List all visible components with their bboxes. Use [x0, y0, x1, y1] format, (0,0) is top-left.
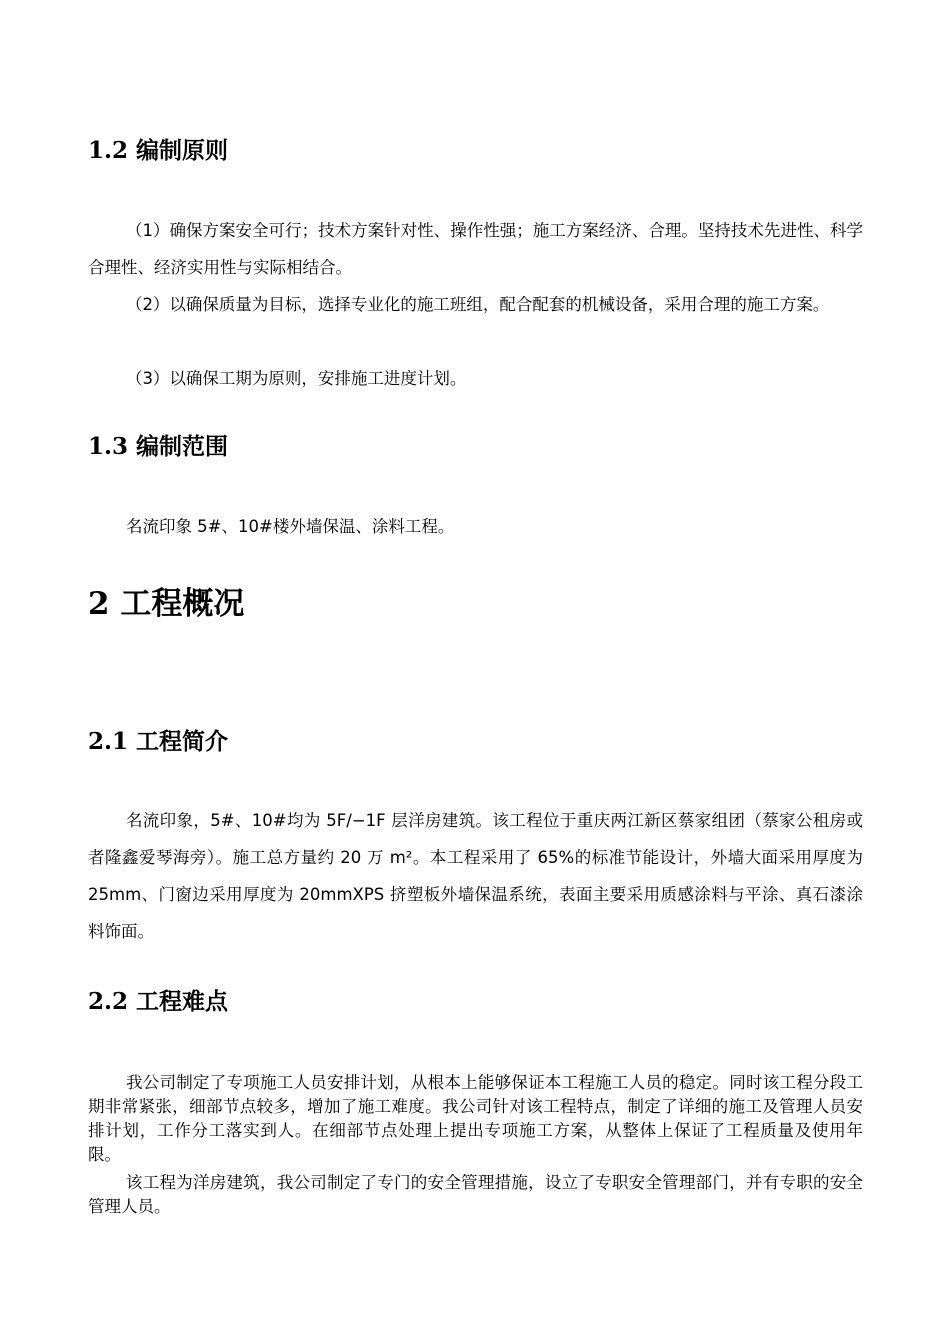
- section-heading-2-1: 2.1 工程简介: [88, 728, 229, 755]
- chapter-heading-2: 2 工程概况: [88, 586, 245, 622]
- project-intro-text: 名流印象，5#、10#均为 5F/−1F 层洋房建筑。该工程位于重庆两江新区蔡家组团（蔡家公租房或者隆鑫爱琴海旁）。施工总方量约 20 万 m²。本工程采用了 65%的标准节能设计，外墙大面采用厚度为 25mm、门窗边采用厚度为 20mmXPS 挤塑板外墙保温系统，表面主要采用质感涂料与平涂、真石漆涂料饰面。: [88, 811, 863, 941]
- section-heading-1-3: 1.3 编制范围: [88, 433, 229, 460]
- scope-text: 名流印象 5#、10#楼外墙保温、涂料工程。: [125, 517, 455, 536]
- principle-item-3: （3）以确保工期为原则，安排施工进度计划。: [125, 369, 467, 388]
- difficulty-paragraph-2: 该工程为洋房建筑，我公司制定了专门的安全管理措施，设立了专职安全管理部门，并有专职的安全管理人员。: [88, 1173, 863, 1216]
- section-heading-2-2: 2.2 工程难点: [88, 988, 229, 1015]
- difficulty-paragraph-1: 我公司制定了专项施工人员安排计划，从根本上能够保证本工程施工人员的稳定。同时该工程分段工期非常紧张，细部节点较多，增加了施工难度。我公司针对该工程特点，制定了详细的施工及管理人员安排计划，工作分工落实到人。在细部节点处理上提出专项施工方案，从整体上保证了工程质量及使用年限。: [88, 1073, 863, 1164]
- section-heading-1-2: 1.2 编制原则: [88, 137, 229, 164]
- principle-item-2: （2）以确保质量为目标，选择专业化的施工班组，配合配套的机械设备，采用合理的施工方案。: [125, 295, 830, 314]
- principle-item-1: （1）确保方案安全可行；技术方案针对性、操作性强；施工方案经济、合理。坚持技术先进性、科学合理性、经济实用性与实际相结合。: [88, 221, 863, 277]
